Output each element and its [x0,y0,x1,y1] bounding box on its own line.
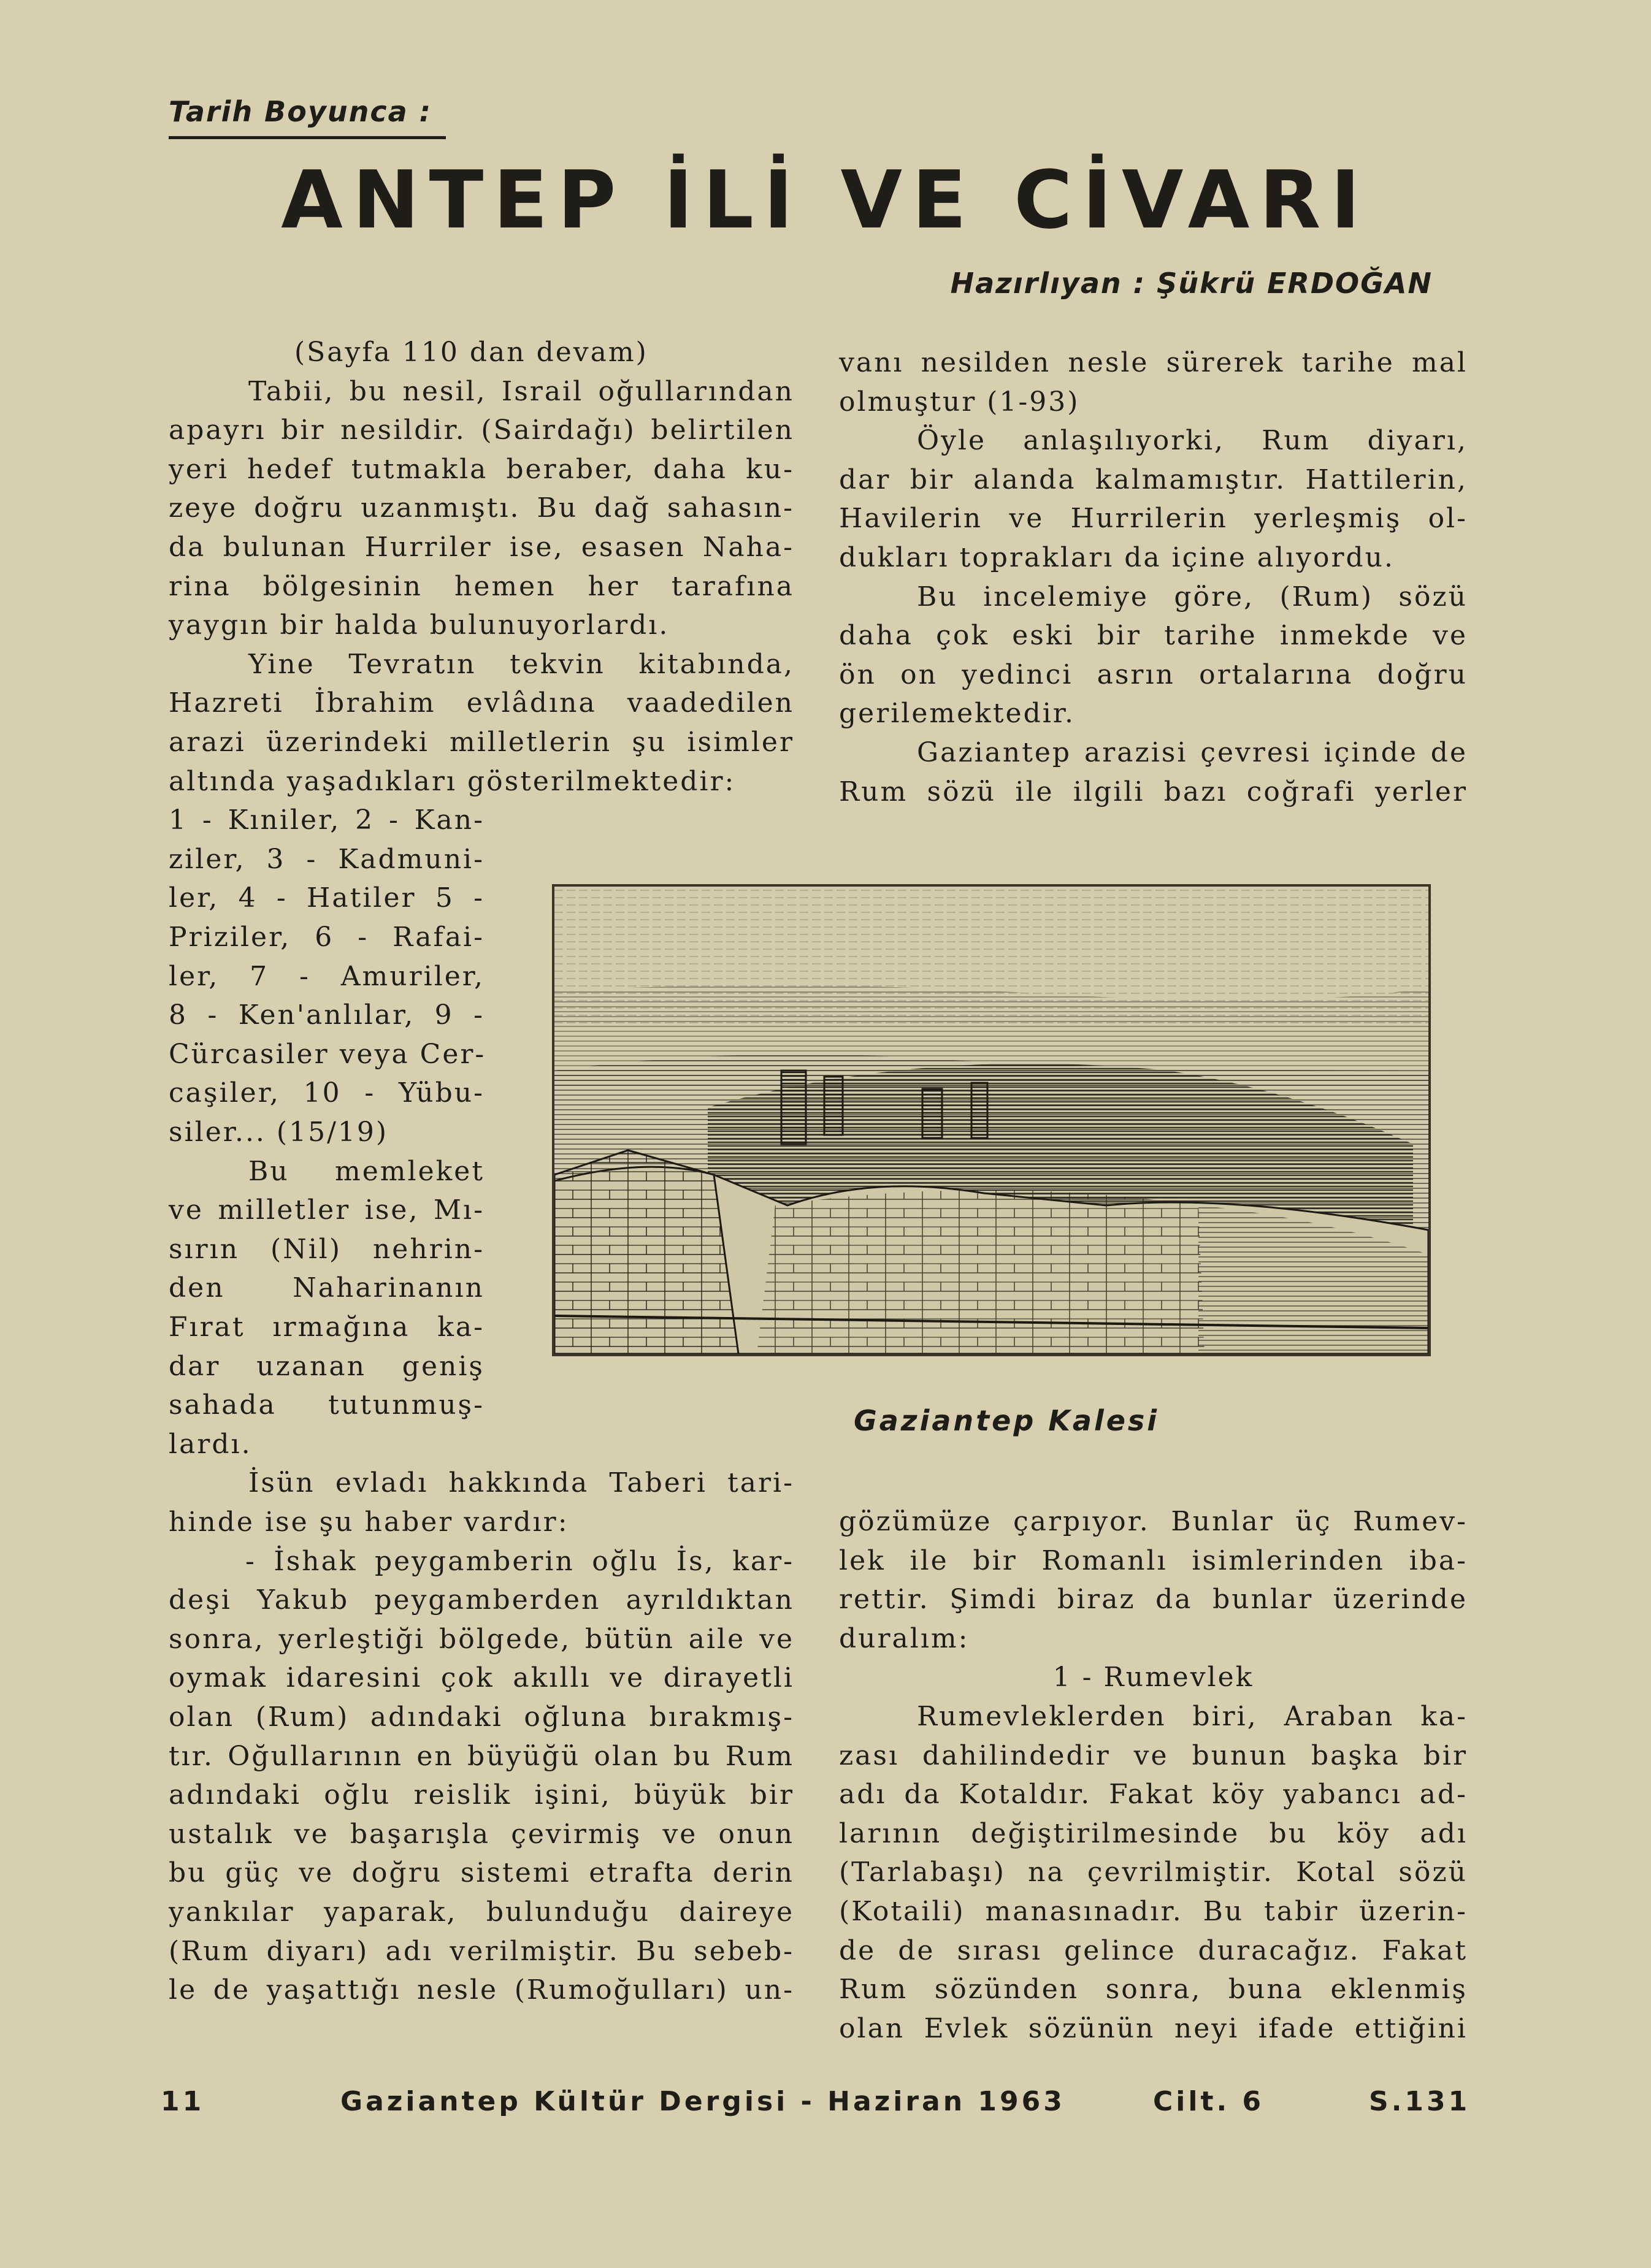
text-line: siler... (15/19) [169,1117,389,1148]
text-line: lek ile bir Romanlı isimlerinden iba- [839,1544,1468,1576]
text-line: 8 - Ken'anlılar, 9 - [169,999,485,1031]
text-line: yaygın bir halda bulunuyorlardı. [169,609,670,641]
volume-number: Cilt. 6 [1153,2086,1265,2117]
text-line: Bu memleket [248,1155,485,1187]
text-line: zeye doğru uzanmıştı. Bu dağ sahasın- [169,492,794,524]
text-line: yankılar yaparak, bulunduğu daireye [169,1896,794,1928]
page-number: 11 [161,2086,205,2117]
byline: Hazırlıyan : Şükrü ERDOĞAN [950,267,1433,300]
text-line: de de sırası gelince duracağız. Fakat [839,1934,1468,1966]
journal-info: Gaziantep Kültür Dergisi - Haziran 1963 [340,2086,1065,2117]
text-line: Gaziantep arazisi çevresi içinde de [917,737,1468,768]
text-line: 1 - Kıniler, 2 - Kan- [169,804,485,836]
text-line: duralım: [839,1622,970,1654]
text-line: bu güç ve doğru sistemi etrafta derin [169,1857,794,1889]
castle-engraving [554,887,1428,1354]
text-line: (Rum diyarı) adı verilmiştir. Bu sebeb- [169,1935,794,1967]
text-line: Rum sözünden sonra, buna eklenmiş [839,1974,1468,2006]
text-line: Yine Tevratın tekvin kitabında, [248,648,794,680]
text-line: Rum sözü ile ilgili bazı coğrafi yerler [839,776,1468,808]
text-line: le de yaşattığı nesle (Rumoğulları) un- [169,1974,794,2006]
text-line: - İshak peygamberin oğlu İs, kar- [245,1545,794,1577]
text-line: gerilemektedir. [839,698,1075,730]
section-label: Tarih Boyunca : [169,95,432,128]
text-line: vanı nesilden nesle sürerek tarihe mal [839,347,1468,378]
text-line: ve milletler ise, Mı- [169,1194,485,1226]
text-line: tır. Oğullarının en büyüğü olan bu Rum [169,1740,794,1772]
text-line: apayrı bir nesildir. (Sairdağı) belirtilen [169,414,794,446]
text-line: rina bölgesinin hemen her tarafına [169,570,794,602]
text-line: yeri hedef tutmakla beraber, daha ku- [169,453,794,485]
text-line: caşiler, 10 - Yübu- [169,1077,485,1109]
text-line: dukları toprakları da içine alıyordu. [839,542,1395,573]
text-line: ler, 7 - Amuriler, [169,960,485,992]
text-line: Bu incelemiye göre, (Rum) sözü [917,581,1468,613]
text-line: sahada tutunmuş- [169,1389,485,1421]
text-line: olan Evlek sözünün neyi ifade ettiğini [839,2012,1468,2044]
text-line: dar uzanan geniş [169,1350,485,1382]
text-line: 1 - Rumevlek [1052,1662,1254,1693]
text-line: Fırat ırmağına ka- [169,1312,485,1343]
text-line: hinde ise şu haber vardır: [169,1506,569,1538]
text-line: Cürcasiler veya Cer- [169,1038,486,1070]
text-line: ön on yedinci asrın ortalarına doğru [839,659,1468,690]
text-line: ler, 4 - Hatiler 5 - [169,882,485,914]
issue-number: S.131 [1369,2086,1471,2117]
castle-illustration [552,884,1431,1356]
text-line: lardı. [169,1428,252,1460]
text-line: Öyle anlaşılıyorki, Rum diyarı, [917,425,1468,457]
text-line: olmuştur (1-93) [839,386,1080,418]
text-line: Havilerin ve Hurrilerin yerleşmiş ol- [839,503,1468,535]
text-line: da bulunan Hurriler ise, esasen Naha- [169,532,794,563]
text-line: adındaki oğlu reislik işini, büyük bir [169,1779,794,1811]
text-line: Tabii, bu nesil, Israil oğullarından [248,375,794,407]
text-line: den Naharinanın [169,1272,485,1304]
text-line: arazi üzerindeki milletlerin şu isimler [169,727,794,758]
text-line: İsün evladı hakkında Taberi tari- [248,1467,794,1499]
text-line: larının değiştirilmesinde bu köy adı [839,1817,1468,1849]
article-title: ANTEP İLİ VE CİVARI [281,153,1370,246]
text-line: adı da Kotaldır. Fakat köy yabancı ad- [839,1779,1468,1811]
text-line: dar bir alanda kalmamıştır. Hattilerin, [839,464,1468,495]
text-line: oymak idaresini çok akıllı ve dirayetli [169,1662,794,1694]
figure-caption: Gaziantep Kalesi [854,1404,1160,1437]
text-line: (Tarlabaşı) na çevrilmiştir. Kotal sözü [839,1857,1468,1888]
text-line: sırın (Nil) nehrin- [169,1233,485,1265]
text-line: ziler, 3 - Kadmuni- [169,843,485,875]
text-line: Hazreti İbrahim evlâdına vaadedilen [169,687,794,719]
text-line: deşi Yakub peygamberden ayrıldıktan [169,1584,794,1616]
text-line: sonra, yerleştiği bölgede, bütün aile ve [169,1623,794,1655]
section-rule [169,136,446,139]
text-line: olan (Rum) adındaki oğluna bırakmış- [169,1701,794,1733]
text-line: rettir. Şimdi biraz da bunlar üzerinde [839,1584,1468,1616]
text-line: (Sayfa 110 dan devam) [294,337,648,368]
text-line: (Kotaili) manasınadır. Bu tabir üzerin- [839,1896,1468,1927]
text-line: Rumevleklerden biri, Araban ka- [917,1701,1468,1732]
text-line: zası dahilindedir ve bunun başka bir [839,1739,1468,1771]
text-line: altında yaşadıkları gösterilmektedir: [169,765,736,797]
text-line: daha çok eski bir tarihe inmekde ve [839,620,1468,652]
text-line: ustalık ve başarışla çevirmiş ve onun [169,1818,794,1850]
text-line: Priziler, 6 - Rafai- [169,922,485,953]
text-line: gözümüze çarpıyor. Bunlar üç Rumev- [839,1506,1468,1537]
